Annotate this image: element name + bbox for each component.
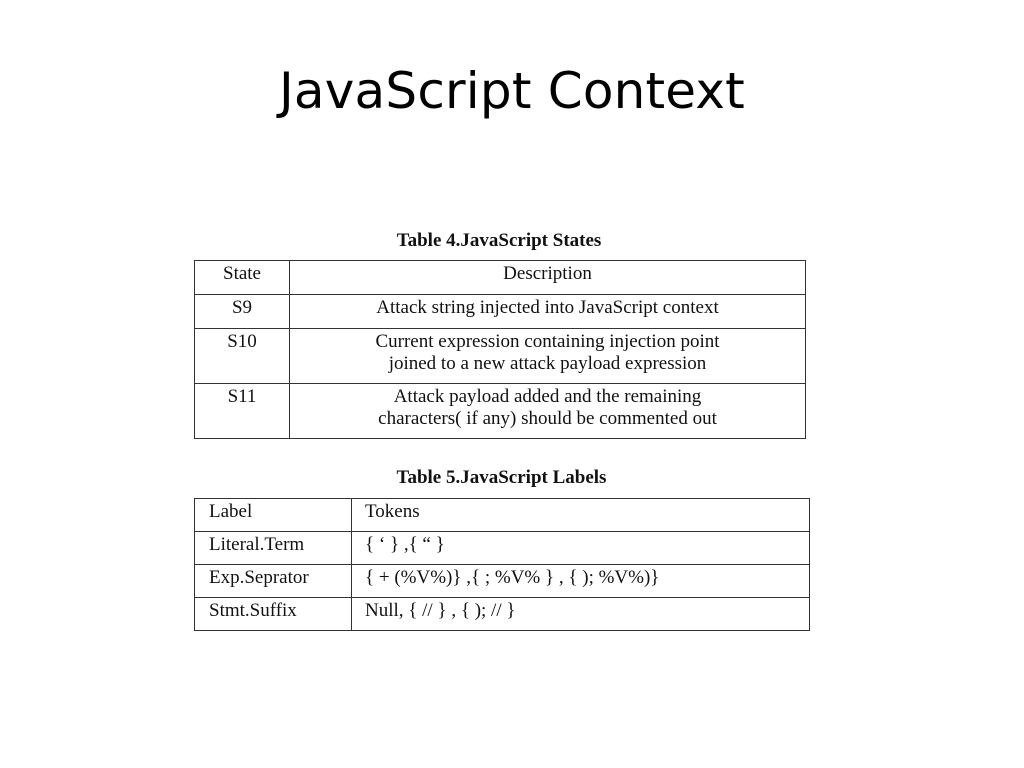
description-cell: Attack payload added and the remaining characters( if any) should be commented out xyxy=(290,384,806,439)
label-cell: Literal.Term xyxy=(195,532,352,565)
table-row xyxy=(195,565,810,598)
column-header-tokens: Tokens xyxy=(352,499,810,532)
javascript-labels-table xyxy=(194,498,810,631)
column-header-state: State xyxy=(195,261,290,295)
state-cell: S11 xyxy=(195,384,290,439)
table5-caption: Table 5.JavaScript Labels xyxy=(396,467,607,488)
table4-caption: Table 4.JavaScript States xyxy=(396,230,602,251)
slide-title: JavaScript Context xyxy=(278,62,745,120)
state-cell: S9 xyxy=(195,295,290,329)
table-header-row xyxy=(195,261,806,295)
label-cell: Stmt.Suffix xyxy=(195,598,352,631)
tokens-cell: { ‘ } ,{ “ } xyxy=(352,532,810,565)
column-header-description: Description xyxy=(290,261,806,295)
table-row xyxy=(195,532,810,565)
table-row xyxy=(195,329,806,384)
description-cell: Current expression containing injection point joined to a new attack payload expression xyxy=(290,329,806,384)
table-header-row xyxy=(195,499,810,532)
label-cell: Exp.Seprator xyxy=(195,565,352,598)
tokens-cell: { + (%V%)} ,{ ; %V% } , { ); %V%)} xyxy=(352,565,810,598)
javascript-states-table xyxy=(194,260,806,439)
state-cell: S10 xyxy=(195,329,290,384)
table-row xyxy=(195,384,806,439)
column-header-label: Label xyxy=(195,499,352,532)
table-row xyxy=(195,598,810,631)
table-row xyxy=(195,295,806,329)
tokens-cell: Null, { // } , { ); // } xyxy=(352,598,810,631)
description-cell: Attack string injected into JavaScript context xyxy=(290,295,806,329)
